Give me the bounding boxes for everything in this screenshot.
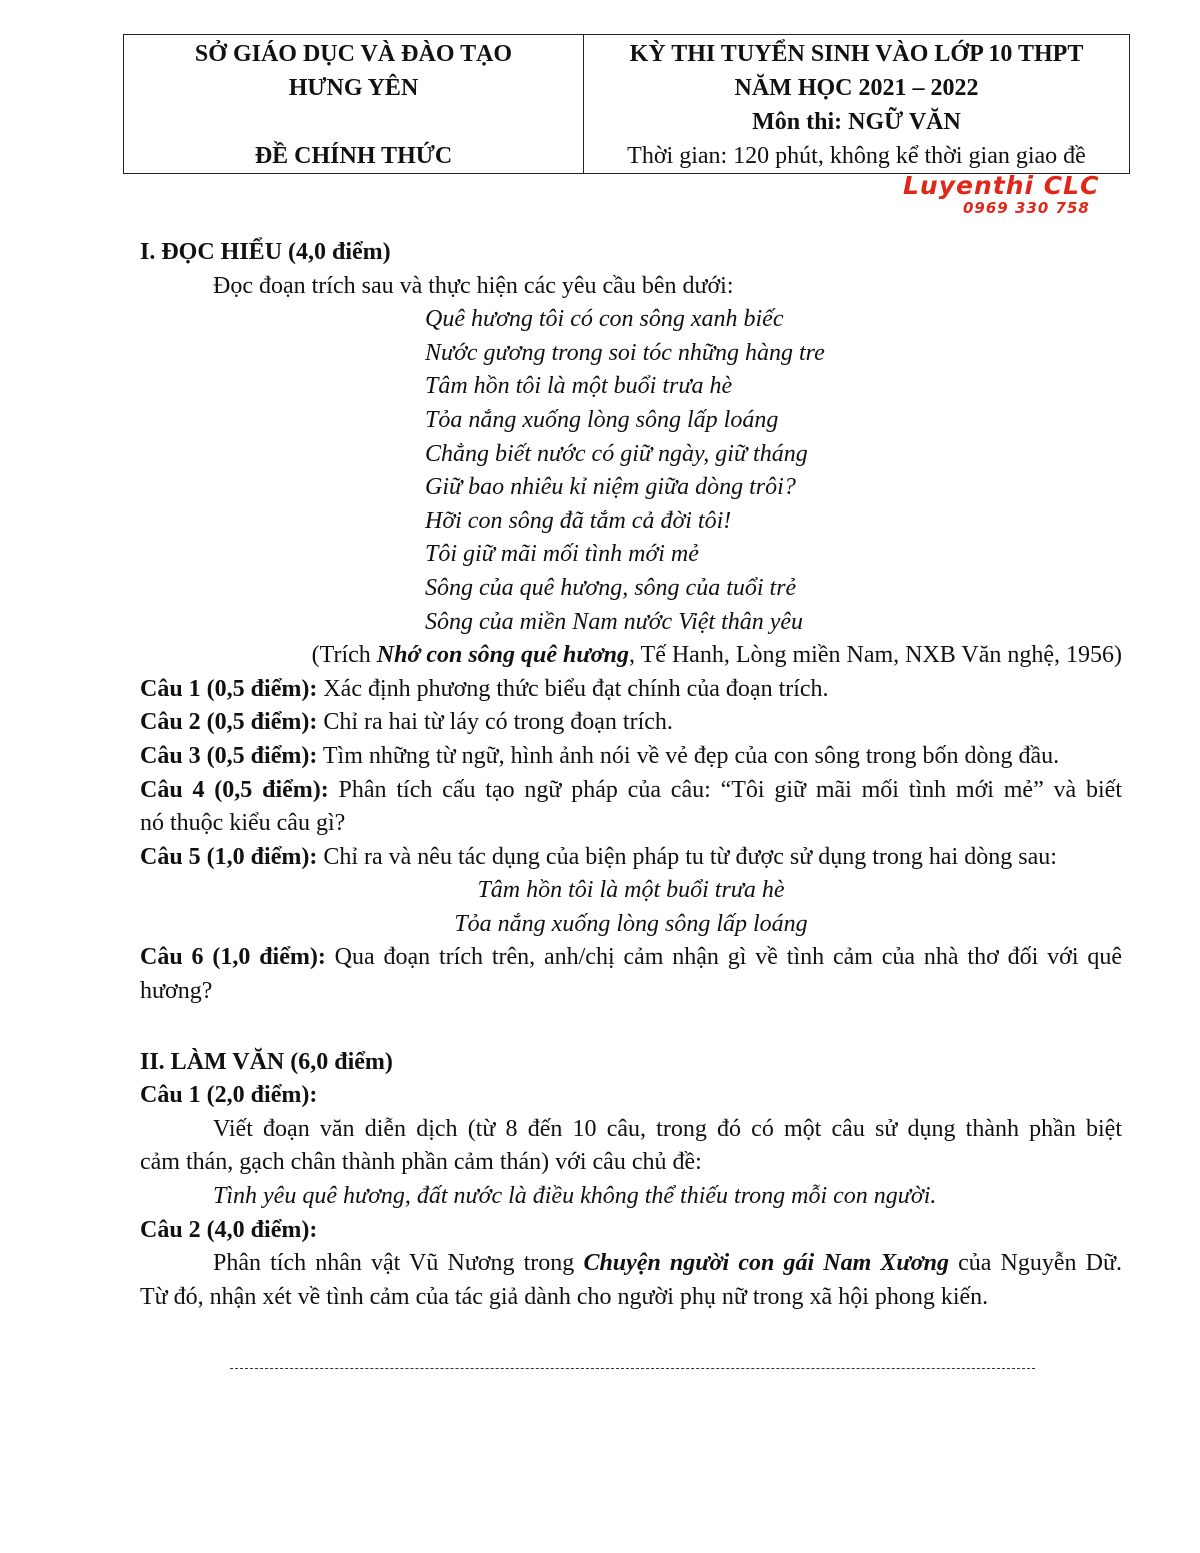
question-2-text: Chỉ ra hai từ láy có trong đoạn trích.: [317, 709, 673, 736]
question-5-text: Chỉ ra và nêu tác dụng của biện pháp tu từ được sử dụng trong hai dòng sau:: [317, 843, 1057, 870]
question-1: [140, 673, 1122, 707]
essay-1-prompt-continued: cảm thán, gạch chân thành phần cảm thán) với câu chủ đề:: [140, 1149, 702, 1176]
exam-time: Thời gian: 120 phút, không kể thời gian giao đề: [627, 143, 1086, 169]
essay-2-suffix: của Nguyễn Dữ.: [948, 1250, 1122, 1277]
poem-line: Quê hương tôi có con sông xanh biếc: [425, 306, 784, 333]
source-work-title: Nhớ con sông quê hương: [376, 642, 629, 669]
poem-line: Hỡi con sông đã tắm cả đời tôi!: [425, 507, 732, 534]
question-6-text: Qua đoạn trích trên, anh/chị cảm nhận gì về tình cảm của nhà thơ đối với quê: [325, 944, 1122, 971]
poem-line: Tôi giữ mãi mối tình mới mẻ: [425, 541, 699, 568]
essay-2-prompt-continued: Từ đó, nhận xét về tình cảm của tác giả dành cho người phụ nữ trong xã hội phong kiến.: [140, 1283, 989, 1310]
header-right-cell: [584, 35, 1130, 174]
question-4-label: Câu 4 (0,5 điểm):: [140, 776, 329, 803]
poem-line: Chẳng biết nước có giữ ngày, giữ tháng: [425, 440, 808, 467]
question-5-label: Câu 5 (1,0 điểm):: [140, 843, 318, 870]
exam-header: [123, 34, 1130, 174]
watermark-logo: [903, 172, 1123, 216]
question-1-text: Xác định phương thức biểu đạt chính của đoạn trích.: [317, 675, 829, 702]
school-year: NĂM HỌC 2021 – 2022: [734, 75, 979, 101]
province-name: HƯNG YÊN: [288, 75, 419, 101]
essay-1-prompt: Viết đoạn văn diễn dịch (từ 8 đến 10 câu, trong đó có một câu sử dụng thành phần biệt: [213, 1115, 1122, 1142]
poem-excerpt: [140, 303, 1122, 639]
part1-title: I. ĐỌC HIỂU (4,0 điểm): [140, 239, 391, 265]
question-5: [140, 841, 1122, 875]
question-2-label: Câu 2 (0,5 điểm):: [140, 709, 318, 736]
essay-2-work-title: Chuyện người con gái Nam Xương: [583, 1250, 949, 1277]
question-5-verse: Tỏa nắng xuống lòng sông lấp loáng: [454, 910, 808, 937]
end-divider: [230, 1368, 1035, 1369]
essay-2-prefix: Phân tích nhân vật Vũ Nương trong: [213, 1250, 584, 1277]
question-4-continued: nó thuộc kiểu câu gì?: [140, 810, 346, 837]
source-details: , Tế Hanh, Lòng miền Nam, NXB Văn nghệ, 1956): [628, 642, 1122, 669]
exam-title: KỲ THI TUYỂN SINH VÀO LỚP 10 THPT: [629, 41, 1084, 67]
question-4-text: Phân tích cấu tạo ngữ pháp của câu: “Tôi giữ mãi mối tình mới mẻ” và biết: [328, 776, 1122, 803]
poem-line: Sông của quê hương, sông của tuổi trẻ: [425, 574, 797, 601]
watermark-brand: Luyenthi CLC: [903, 171, 1100, 200]
question-6-label: Câu 6 (1,0 điểm):: [140, 944, 326, 971]
part2-title: II. LÀM VĂN (6,0 điểm): [140, 1048, 393, 1075]
essay-1-topic: Tình yêu quê hương, đất nước là điều không thể thiếu trong mỗi con người.: [213, 1183, 937, 1210]
watermark-phone: 0969 330 758: [963, 199, 1090, 217]
question-3-text: Tìm những từ ngữ, hình ảnh nói về vẻ đẹp của con sông trong bốn dòng đầu.: [317, 742, 1060, 769]
poem-source: [140, 639, 1122, 673]
official-label: ĐỀ CHÍNH THỨC: [254, 143, 453, 169]
part1-instruction: Đọc đoạn trích sau và thực hiện các yêu cầu bên dưới:: [213, 272, 734, 299]
subject-label: Môn thi:: [752, 109, 843, 135]
question-2: [140, 706, 1122, 740]
essay-2-label: Câu 2 (4,0 điểm):: [140, 1216, 318, 1243]
subject-name: NGỮ VĂN: [848, 109, 961, 135]
question-3-label: Câu 3 (0,5 điểm):: [140, 742, 318, 769]
poem-line: Nước gương trong soi tóc những hàng tre: [425, 339, 825, 366]
question-6-continued: hương?: [140, 978, 213, 1005]
exam-content: [140, 236, 1122, 1314]
poem-line: Tỏa nắng xuống lòng sông lấp loáng: [425, 406, 779, 433]
subject-line: [584, 105, 1129, 139]
question-4: [140, 774, 1122, 808]
poem-line: Giữ bao nhiêu kỉ niệm giữa dòng trôi?: [425, 474, 796, 501]
header-left-cell: [124, 35, 584, 174]
essay-2-prompt: [140, 1247, 1122, 1281]
poem-line: Tâm hồn tôi là một buổi trưa hè: [425, 373, 733, 400]
question-5-verse: Tâm hồn tôi là một buổi trưa hè: [477, 877, 785, 904]
essay-1-label: Câu 1 (2,0 điểm):: [140, 1082, 318, 1109]
question-3: [140, 740, 1122, 774]
question-1-label: Câu 1 (0,5 điểm):: [140, 675, 318, 702]
poem-line: Sông của miền Nam nước Việt thân yêu: [425, 608, 804, 635]
department-name: SỞ GIÁO DỤC VÀ ĐÀO TẠO: [194, 41, 513, 67]
question-6: [140, 941, 1122, 975]
source-prefix: (Trích: [311, 642, 377, 669]
